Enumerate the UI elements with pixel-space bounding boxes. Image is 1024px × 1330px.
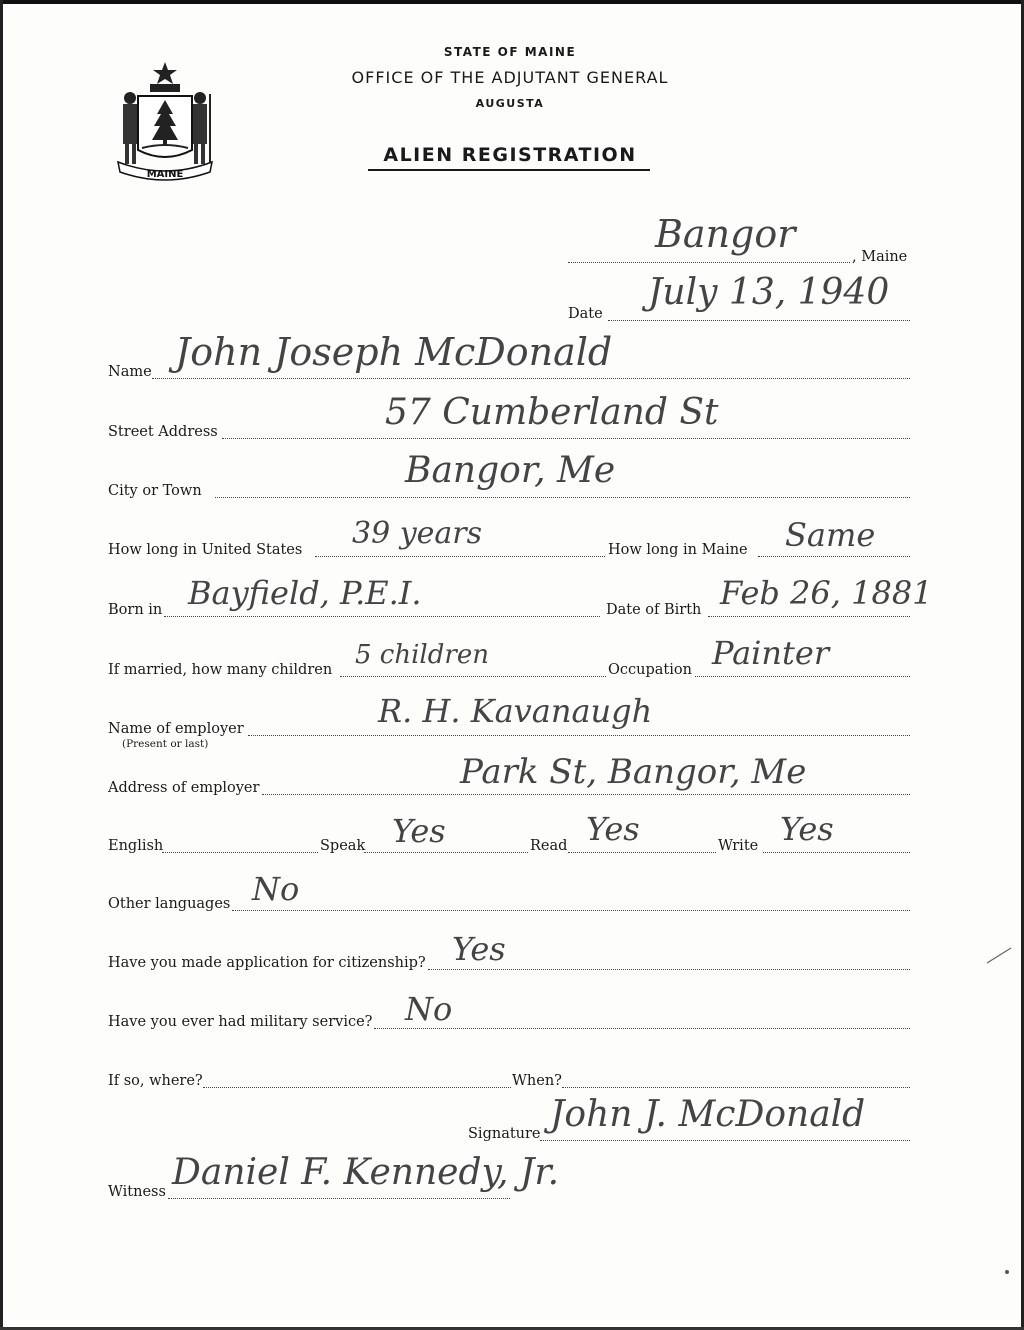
city-value: Bangor, Me: [405, 450, 616, 491]
scan-stray-mark: [985, 945, 1015, 965]
date-value: July 13, 1940: [648, 272, 890, 313]
other-languages-line: [232, 910, 910, 911]
city-label: City or Town: [108, 483, 202, 499]
how-long-maine-line: [758, 556, 910, 557]
employer-name-line: [248, 735, 910, 736]
street-address-label: Street Address: [108, 424, 218, 440]
place-line: [568, 262, 850, 263]
speak-label: Speak: [320, 838, 366, 854]
employer-name-label: Name of employer: [108, 721, 244, 737]
employer-name-value: R. H. Kavanaugh: [378, 692, 653, 730]
occupation-line: [695, 676, 910, 677]
how-long-maine-value: Same: [785, 516, 876, 554]
signature-label: Signature: [468, 1126, 541, 1142]
citizenship-line: [428, 969, 910, 970]
form-title: ALIEN REGISTRATION: [383, 144, 637, 166]
military-line: [374, 1028, 910, 1029]
employer-name-sublabel: (Present or last): [122, 738, 209, 750]
employer-address-line: [262, 794, 910, 795]
place-label: , Maine: [852, 249, 908, 265]
svg-text:MAINE: MAINE: [146, 169, 184, 180]
date-label: Date: [568, 306, 603, 322]
employer-address-label: Address of employer: [108, 780, 260, 796]
citizenship-value: Yes: [452, 930, 506, 968]
born-in-value: Bayfield, P.E.I.: [188, 574, 422, 612]
witness-value: Daniel F. Kennedy, Jr.: [172, 1152, 560, 1193]
english-line: [162, 852, 318, 853]
when-line: [562, 1087, 910, 1088]
name-line: [152, 378, 910, 379]
signature-value: John J. McDonald: [550, 1094, 866, 1135]
speak-value: Yes: [392, 812, 446, 850]
when-label: When?: [512, 1073, 562, 1089]
city-line: [215, 497, 910, 498]
name-value: John Joseph McDonald: [175, 330, 613, 374]
how-long-us-label: How long in United States: [108, 542, 303, 558]
english-label: English: [108, 838, 164, 854]
witness-line: [168, 1198, 510, 1199]
signature-line: [540, 1140, 910, 1141]
if-so-where-line: [203, 1087, 511, 1088]
employer-address-value: Park St, Bangor, Me: [460, 752, 807, 792]
name-label: Name: [108, 364, 152, 380]
title-underline: [368, 169, 650, 171]
children-line: [340, 676, 606, 677]
read-label: Read: [530, 838, 568, 854]
how-long-us-line: [315, 556, 605, 557]
citizenship-label: Have you made application for citizenship?: [108, 955, 426, 971]
occupation-value: Painter: [712, 634, 830, 672]
date-of-birth-value: Feb 26, 1881: [720, 574, 933, 612]
street-address-value: 57 Cumberland St: [385, 392, 719, 433]
read-value: Yes: [586, 810, 640, 848]
occupation-label: Occupation: [608, 662, 692, 678]
date-of-birth-line: [708, 616, 910, 617]
write-line: [763, 852, 910, 853]
state-heading: STATE OF MAINE: [443, 45, 577, 59]
how-long-maine-label: How long in Maine: [608, 542, 748, 558]
children-label: If married, how many children: [108, 662, 333, 678]
military-label: Have you ever had military service?: [108, 1014, 373, 1030]
born-in-line: [164, 616, 600, 617]
speak-line: [364, 852, 528, 853]
scan-edge-top: [0, 0, 1024, 4]
city-heading: AUGUSTA: [475, 97, 545, 110]
date-line: [608, 320, 910, 321]
military-value: No: [405, 990, 453, 1028]
maine-state-seal-icon: [110, 58, 220, 188]
if-so-where-label: If so, where?: [108, 1073, 203, 1089]
date-of-birth-label: Date of Birth: [606, 602, 702, 618]
witness-label: Witness: [108, 1184, 166, 1200]
read-line: [568, 852, 716, 853]
children-value: 5 children: [355, 640, 489, 670]
office-heading: OFFICE OF THE ADJUTANT GENERAL: [351, 68, 669, 87]
other-languages-value: No: [252, 870, 300, 908]
how-long-us-value: 39 years: [352, 516, 483, 551]
place-value: Bangor: [655, 212, 796, 256]
write-label: Write: [718, 838, 759, 854]
street-address-line: [222, 438, 910, 439]
other-languages-label: Other languages: [108, 896, 231, 912]
write-value: Yes: [780, 810, 834, 848]
scan-speck: [1003, 1268, 1013, 1278]
scan-edge-left: [0, 0, 3, 1330]
born-in-label: Born in: [108, 602, 163, 618]
